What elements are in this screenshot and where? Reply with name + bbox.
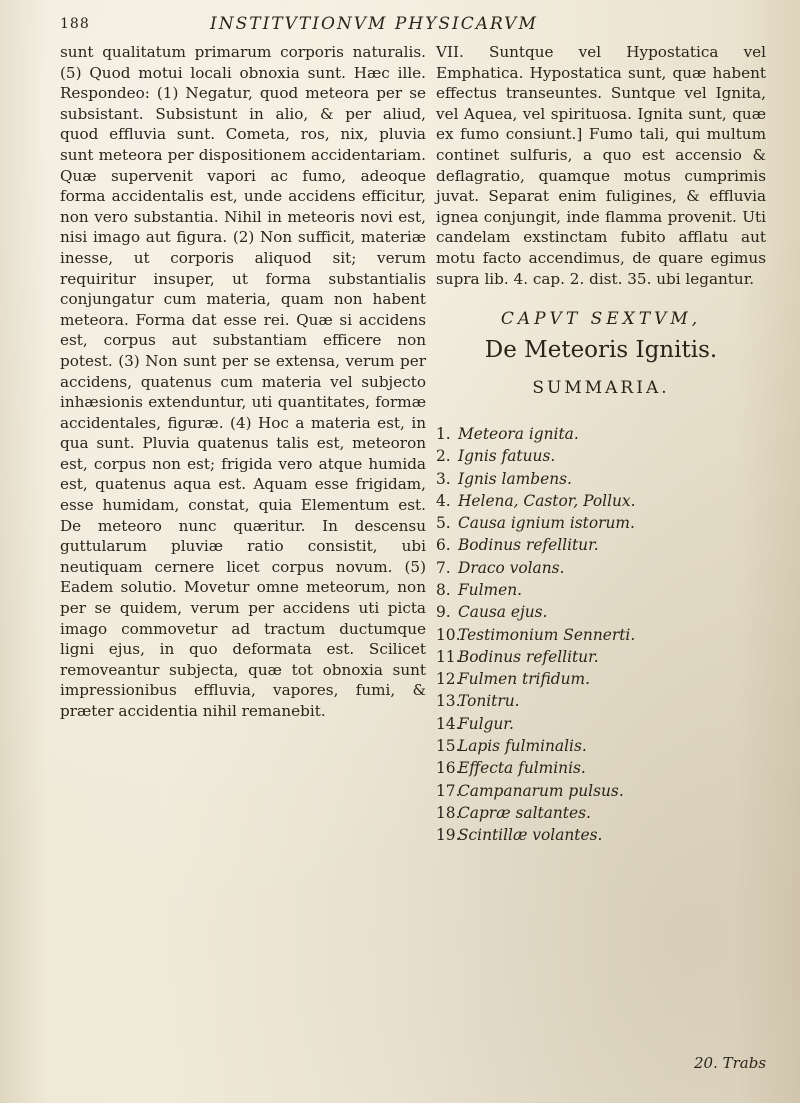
summary-item-number: 19. bbox=[436, 826, 461, 845]
summary-item bbox=[436, 601, 766, 623]
summary-item bbox=[436, 824, 766, 846]
summary-item bbox=[436, 579, 766, 601]
summary-item bbox=[436, 490, 766, 512]
page-header bbox=[60, 12, 760, 40]
summary-item-text: Fulgur. bbox=[458, 714, 514, 733]
page-number: 188 bbox=[60, 16, 90, 32]
summary-item bbox=[436, 802, 766, 824]
summary-item-number: 10. bbox=[436, 625, 461, 644]
summary-item-text: Fulmen. bbox=[458, 580, 523, 599]
summary-item-number: 18. bbox=[436, 803, 461, 822]
summary-item-number: 12. bbox=[436, 670, 461, 689]
left-column-text: sunt qualitatum primarum corporis naturalis. (5) Quod motui locali obnoxia sunt. Hæc ille. Respondeo: (1) Negatur, quod meteora per se subsistant. Subsistunt in alio, & per aliud, quod effluvia sunt. Cometa, ros, nix, pluvia sunt meteora per dispositionem accidentariam. Quæ supervenit vapori ac fumo, adeoque forma accidentalis est, unde accidens efficitur, non vero substantia. Nihil in meteoris novi est, nisi imago aut figura. (2) Non sufficit, materiæ inesse, ut corporis aliquod sit; verum requiritur insuper, ut forma substantialis conjungatur cum materia, quam non habent meteora. Forma dat esse rei. Quæ si accidens est, corpus aut substantiam efficere non potest. (3) Non sunt per se extensa, verum per accidens, quatenus cum materia vel subjecto inhæsionis extenduntur, uti quantitates, formæ accidentales, figuræ. (4) Hoc a materia est, in qua sunt. Pluvia quatenus talis est, meteoron est, corpus non est; frigida vero atque humida est, quatenus aqua est. Aquam esse frigidam, esse humidam, constat, quia Elementum est. De meteoro nunc quæritur. In descensu guttularum pluviæ ratio consistit, ubi neutiquam cernere licet corpus novum. (5) Eadem solutio. Movetur omne meteorum, non per se quidem, verum per accidens uti picta imago commovetur ad tractum ductumque ligni ejus, in quo deformata est. Scilicet removeantur subjecta, quæ tot obnoxia sunt impressionibus effluvia, vapores, fumi, & præter accidentia nihil remanebit. bbox=[60, 43, 426, 720]
summary-item-number: 11. bbox=[436, 647, 461, 666]
summary-item-number: 6. bbox=[436, 536, 451, 555]
summary-item bbox=[436, 757, 766, 779]
summary-item-number: 7. bbox=[436, 558, 451, 577]
summary-item-text: Testimonium Sennerti. bbox=[458, 625, 636, 644]
summary-item-number: 4. bbox=[436, 491, 451, 510]
summary-item-text: Campanarum pulsus. bbox=[458, 781, 624, 800]
summary-item-text: Ignis lambens. bbox=[458, 469, 572, 488]
summary-item-text: Bodinus refellitur. bbox=[458, 536, 599, 555]
summary-item bbox=[436, 468, 766, 490]
summary-item-text: Capræ saltantes. bbox=[458, 803, 591, 822]
summary-item bbox=[436, 445, 766, 467]
summary-item-text: Effecta fulminis. bbox=[458, 759, 586, 778]
summary-item-number: 5. bbox=[436, 514, 451, 533]
summary-item-number: 14. bbox=[436, 714, 461, 733]
summary-label: SUMMARIA. bbox=[532, 378, 670, 399]
summary-item bbox=[436, 534, 766, 556]
summary-item-text: Scintillæ volantes. bbox=[458, 826, 603, 845]
summary-item bbox=[436, 624, 766, 646]
summary-item-text: Tonitru. bbox=[458, 692, 520, 711]
running-title: INSTITVTIONVM PHYSICARVM bbox=[210, 14, 538, 34]
summary-item bbox=[436, 780, 766, 802]
right-column-opening-text: VII. Suntque vel Hypostatica vel Emphatica. Hypostatica sunt, quæ habent effectus transeuntes. Suntque vel Ignita, vel Aquea, vel spirituosa. Ignita sunt, quæ ex fumo consiunt.] Fumo tali, qui multum continet sulfuris, a quo est accensio & deflagratio, quamque motus cumprimis juvat. Separat enim fuligines, & effluvia ignea conjungit, inde flamma provenit. Uti candelam exstinctam fubito afflatu aut motu facto accendimus, de quare egimus supra lib. 4. cap. 2. dist. 35. ubi legantur. bbox=[436, 43, 766, 288]
summary-item-number: 16. bbox=[436, 759, 461, 778]
summary-list bbox=[436, 423, 766, 847]
summary-item bbox=[436, 668, 766, 690]
summary-item-number: 8. bbox=[436, 580, 451, 599]
left-column bbox=[60, 42, 426, 722]
summary-item-number: 1. bbox=[436, 424, 451, 443]
summary-item-text: Causa ejus. bbox=[458, 603, 548, 622]
summary-item bbox=[436, 557, 766, 579]
summary-item bbox=[436, 690, 766, 712]
summary-item bbox=[436, 735, 766, 757]
right-column bbox=[436, 42, 766, 847]
summary-item-text: Ignis fatuus. bbox=[458, 447, 556, 466]
summary-item bbox=[436, 646, 766, 668]
chapter-title: De Meteoris Ignitis. bbox=[484, 336, 718, 363]
summary-item-number: 9. bbox=[436, 603, 451, 622]
summary-item-text: Fulmen trifidum. bbox=[458, 670, 591, 689]
summary-item bbox=[436, 512, 766, 534]
summary-item-number: 17. bbox=[436, 781, 461, 800]
summary-item bbox=[436, 713, 766, 735]
chapter-label: CAPVT SEXTVM, bbox=[500, 309, 702, 330]
catchword: 20. Trabs bbox=[694, 1054, 767, 1072]
summary-item-text: Helena, Castor, Pollux. bbox=[458, 491, 636, 510]
summary-item-text: Meteora ignita. bbox=[458, 424, 579, 443]
summary-item-number: 3. bbox=[436, 469, 451, 488]
summary-item-text: Lapis fulminalis. bbox=[458, 737, 587, 756]
summary-item-number: 13. bbox=[436, 692, 461, 711]
summary-item-number: 2. bbox=[436, 447, 451, 466]
summary-item-text: Causa ignium istorum. bbox=[458, 514, 635, 533]
chapter-heading bbox=[436, 309, 766, 399]
summary-item-text: Bodinus refellitur. bbox=[458, 647, 599, 666]
summary-item-number: 15. bbox=[436, 737, 461, 756]
summary-item bbox=[436, 423, 766, 445]
summary-item-text: Draco volans. bbox=[458, 558, 565, 577]
